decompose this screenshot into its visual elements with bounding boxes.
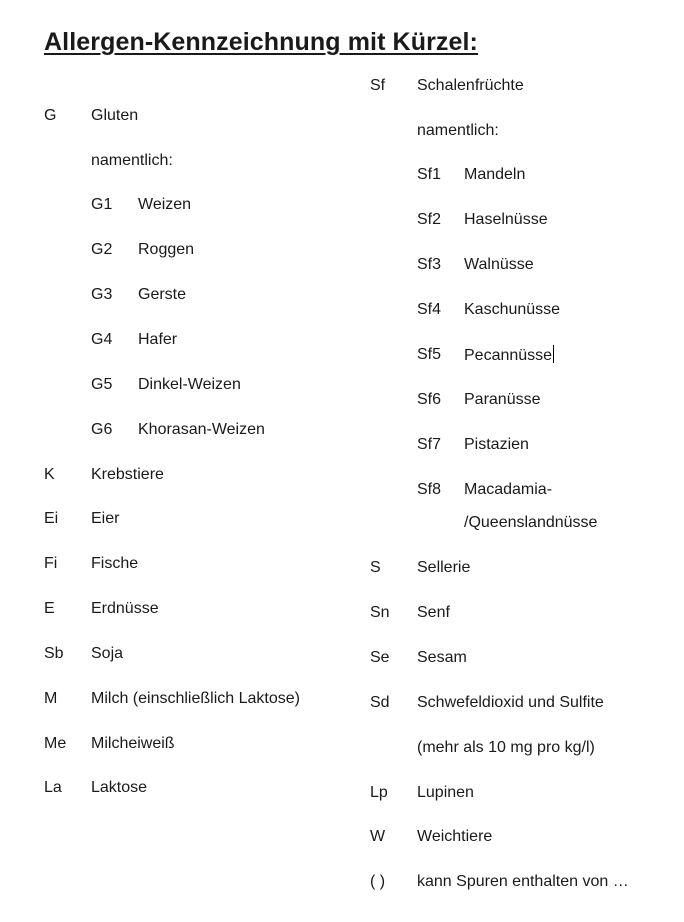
allergen-label: Hafer	[138, 331, 178, 348]
allergen-label: Gluten	[91, 107, 139, 124]
allergen-label: Laktose	[91, 779, 148, 796]
allergen-label: Roggen	[138, 241, 195, 258]
allergen-code: Sf8	[417, 481, 442, 498]
allergen-code: K	[44, 466, 55, 483]
allergen-label: Eier	[91, 510, 120, 527]
allergen-label: Paranüsse	[464, 391, 541, 408]
allergen-label: Kaschunüsse	[464, 301, 561, 318]
allergen-label: Walnüsse	[464, 256, 534, 273]
allergen-code: ( )	[370, 873, 386, 890]
allergen-label: Milch (einschließlich Laktose)	[91, 690, 300, 707]
allergen-label: namentlich:	[91, 152, 173, 169]
allergen-label: Milcheiweiß	[91, 735, 175, 752]
allergen-code: G1	[91, 196, 113, 213]
allergen-code: Sf6	[417, 391, 442, 408]
allergen-code: Sn	[370, 604, 390, 621]
allergen-label: /Queenslandnüsse	[464, 514, 598, 531]
allergen-code: Sf3	[417, 256, 442, 273]
text-cursor	[553, 345, 554, 363]
allergen-label: Krebstiere	[91, 466, 164, 483]
allergen-label: Dinkel-Weizen	[138, 376, 241, 393]
allergen-label: Schwefeldioxid und Sulfite	[417, 694, 604, 711]
allergen-label: Fische	[91, 555, 139, 572]
allergen-label: Lupinen	[417, 784, 474, 801]
allergen-code: Sf5	[417, 346, 442, 363]
allergen-code: Sf1	[417, 166, 442, 183]
allergen-code: Me	[44, 735, 67, 752]
allergen-label: (mehr als 10 mg pro kg/l)	[417, 739, 595, 756]
allergen-code: Sb	[44, 645, 64, 662]
allergen-label: Macadamia-	[464, 481, 553, 498]
allergen-label: Mandeln	[464, 166, 526, 183]
allergen-code: G5	[91, 376, 113, 393]
page-title: Allergen-Kennzeichnung mit Kürzel:	[44, 28, 478, 56]
allergen-label: Pistazien	[464, 436, 529, 453]
allergen-label: namentlich:	[417, 122, 499, 139]
allergen-code: Sf4	[417, 301, 442, 318]
allergen-code: La	[44, 779, 62, 796]
allergen-code: G4	[91, 331, 113, 348]
allergen-code: G3	[91, 286, 113, 303]
allergen-code: W	[370, 828, 386, 845]
allergen-code: Se	[370, 649, 390, 666]
allergen-code: G6	[91, 421, 113, 438]
allergen-label: Gerste	[138, 286, 187, 303]
allergen-code: Sf7	[417, 436, 442, 453]
allergen-label: Pecannüsse	[464, 347, 553, 364]
allergen-label: Soja	[91, 645, 124, 662]
allergen-code: G2	[91, 241, 113, 258]
allergen-code: Sf2	[417, 211, 442, 228]
allergen-label: Sellerie	[417, 559, 471, 576]
allergen-label: Khorasan-Weizen	[138, 421, 265, 438]
allergen-label: Schalenfrüchte	[417, 77, 524, 94]
allergen-label: Weichtiere	[417, 828, 493, 845]
allergen-code: Fi	[44, 555, 58, 572]
allergen-code: Sd	[370, 694, 390, 711]
allergen-code: S	[370, 559, 381, 576]
allergen-label: Haselnüsse	[464, 211, 548, 228]
allergen-label: Senf	[417, 604, 450, 621]
allergen-code: M	[44, 690, 58, 707]
allergen-label: Sesam	[417, 649, 467, 666]
allergen-code: Sf	[370, 77, 386, 94]
allergen-label: kann Spuren enthalten von …	[417, 873, 629, 890]
allergen-code: G	[44, 107, 57, 124]
allergen-label: Erdnüsse	[91, 600, 159, 617]
allergen-code: Ei	[44, 510, 59, 527]
allergen-label: Weizen	[138, 196, 192, 213]
allergen-code: Lp	[370, 784, 388, 801]
allergen-code: E	[44, 600, 55, 617]
